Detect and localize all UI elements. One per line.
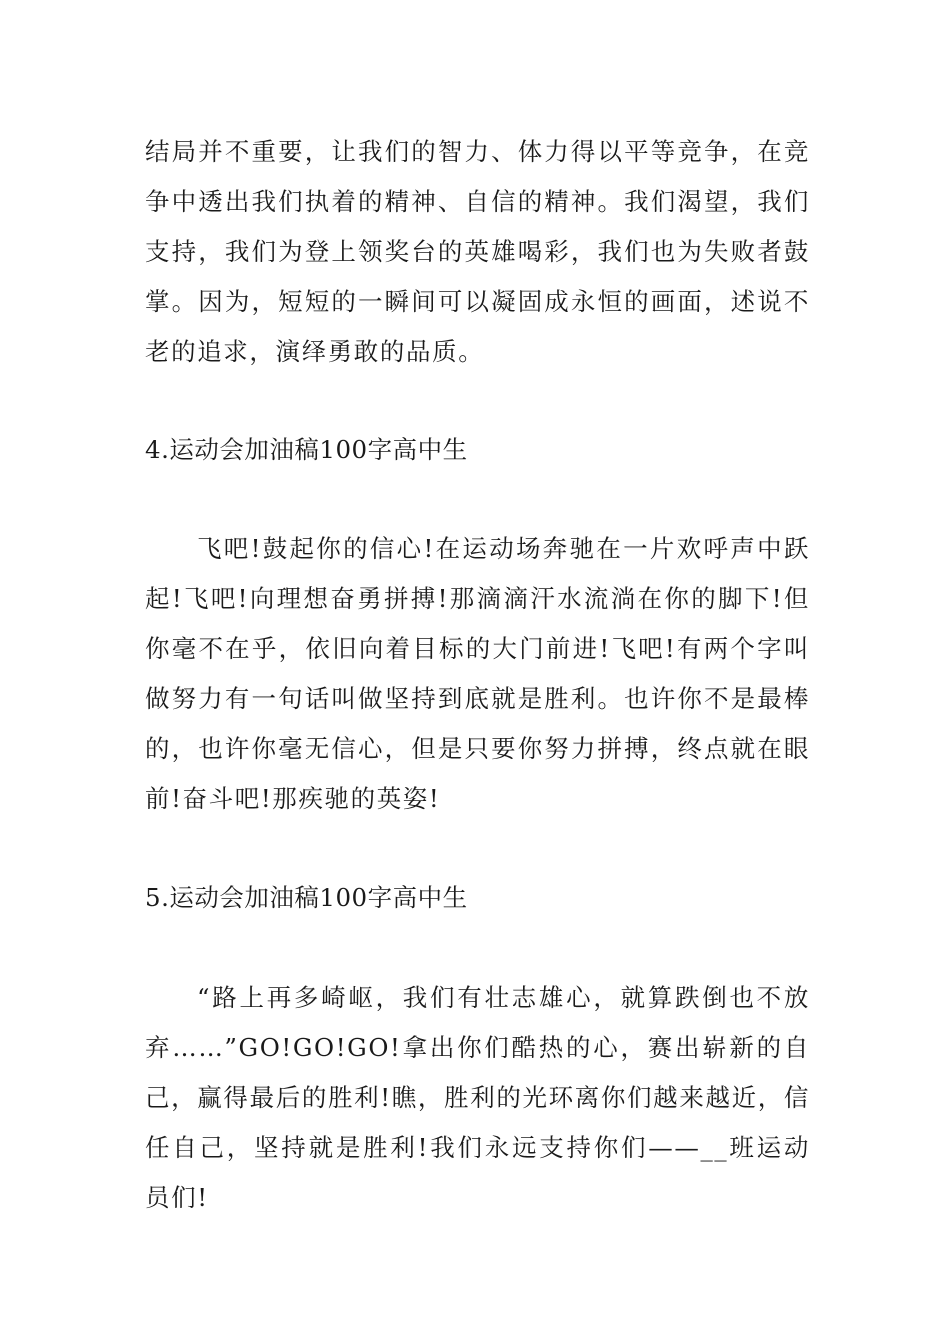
body-paragraph: “路上再多崎岖，我们有壮志雄心，就算跌倒也不放弃……”GO!GO!GO!拿出你们酷热的心，赛出崭新的自己，赢得最后的胜利!瞧，胜利的光环离你们越来越近，信任自己，坚持就是胜利!我们永远支持你们——__班运动员们! bbox=[145, 983, 810, 1212]
body-paragraph: 飞吧!鼓起你的信心!在运动场奔驰在一片欢呼声中跃起!飞吧!向理想奋勇拼搏!那滴滴汗水流淌在你的脚下!但你毫不在乎，依旧向着目标的大门前进!飞吧!有两个字叫做努力有一句话叫做坚持到底就是胜利。也许你不是最棒的，也许你毫无信心，但是只要你努力拼搏，终点就在眼前!奋斗吧!那疾驰的英姿! bbox=[145, 534, 810, 813]
body-paragraph: 结局并不重要，让我们的智力、体力得以平等竞争，在竞争中透出我们执着的精神、自信的精神。我们渴望，我们支持，我们为登上领奖台的英雄喝彩，我们也为失败者鼓掌。因为，短短的一瞬间可以凝固成永恒的画面，述说不老的追求，演绎勇敢的品质。 bbox=[145, 137, 810, 366]
section-heading-5: 5.运动会加油稿100字高中生 bbox=[145, 883, 468, 912]
section-heading-4: 4.运动会加油稿100字高中生 bbox=[145, 435, 468, 464]
